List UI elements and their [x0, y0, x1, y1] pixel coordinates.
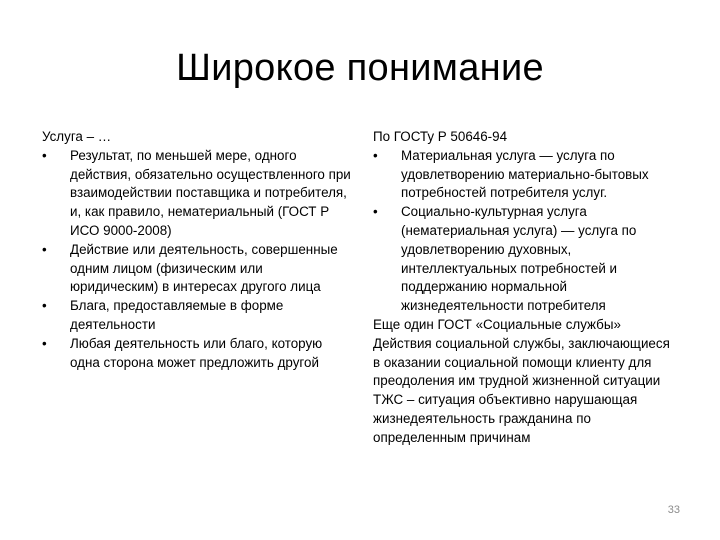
bullet-icon: •	[373, 147, 378, 163]
list-item	[42, 335, 352, 373]
list-item-text: Действие или деятельность, совершенные одним лицом (физическим или юридическим) в интересах другого лица	[70, 241, 338, 295]
left-bullet-list	[42, 147, 352, 373]
list-item-text: Материальная услуга — услуга по удовлетворению материально-бытовых потребностей потребителя услуг.	[401, 147, 649, 201]
page-number: 33	[667, 504, 680, 516]
paragraph-social-service-actions: Действия социальной службы, заключающиеся в оказании социальной помощи клиенту для преодоления им трудной жизненной ситуации	[373, 335, 670, 389]
list-item-text: Социально-культурная услуга (нематериальная услуга) — услуга по удовлетворению духовных, интеллектуальных потребностей и поддержанию нормальной жизнедеятельности потребителя	[401, 204, 637, 314]
left-heading: Услуга – …	[42, 129, 112, 144]
bullet-icon: •	[373, 204, 378, 220]
list-item	[42, 241, 352, 297]
right-column	[373, 128, 673, 448]
paragraph-gost-social: Еще один ГОСТ «Социальные службы»	[373, 316, 621, 332]
bullet-icon: •	[42, 335, 47, 351]
list-item-text: Блага, предоставляемые в форме деятельности	[70, 298, 284, 332]
right-bullet-list	[373, 147, 673, 316]
list-item	[373, 203, 673, 316]
list-item-text: Результат, по меньшей мере, одного действия, обязательно осуществленного при взаимодействии поставщика и потребителя, и, как правило, нематериальный (ГОСТ Р ИСО 9000-2008)	[70, 147, 351, 238]
list-item	[42, 147, 352, 241]
paragraph-tzhs-definition: ТЖС – ситуация объективно нарушающая жизнедеятельность гражданина по определенным причинам	[373, 392, 638, 445]
list-item	[42, 297, 352, 335]
list-item-text: Любая деятельность или благо, которую одна сторона может предложить другой	[70, 335, 323, 370]
left-column	[42, 128, 352, 372]
bullet-icon: •	[42, 241, 47, 257]
list-item	[373, 147, 673, 203]
right-heading: По ГОСТу Р 50646-94	[373, 129, 508, 144]
bullet-icon: •	[42, 298, 47, 314]
slide-title: Широкое понимание	[176, 47, 544, 89]
bullet-icon: •	[42, 147, 47, 163]
